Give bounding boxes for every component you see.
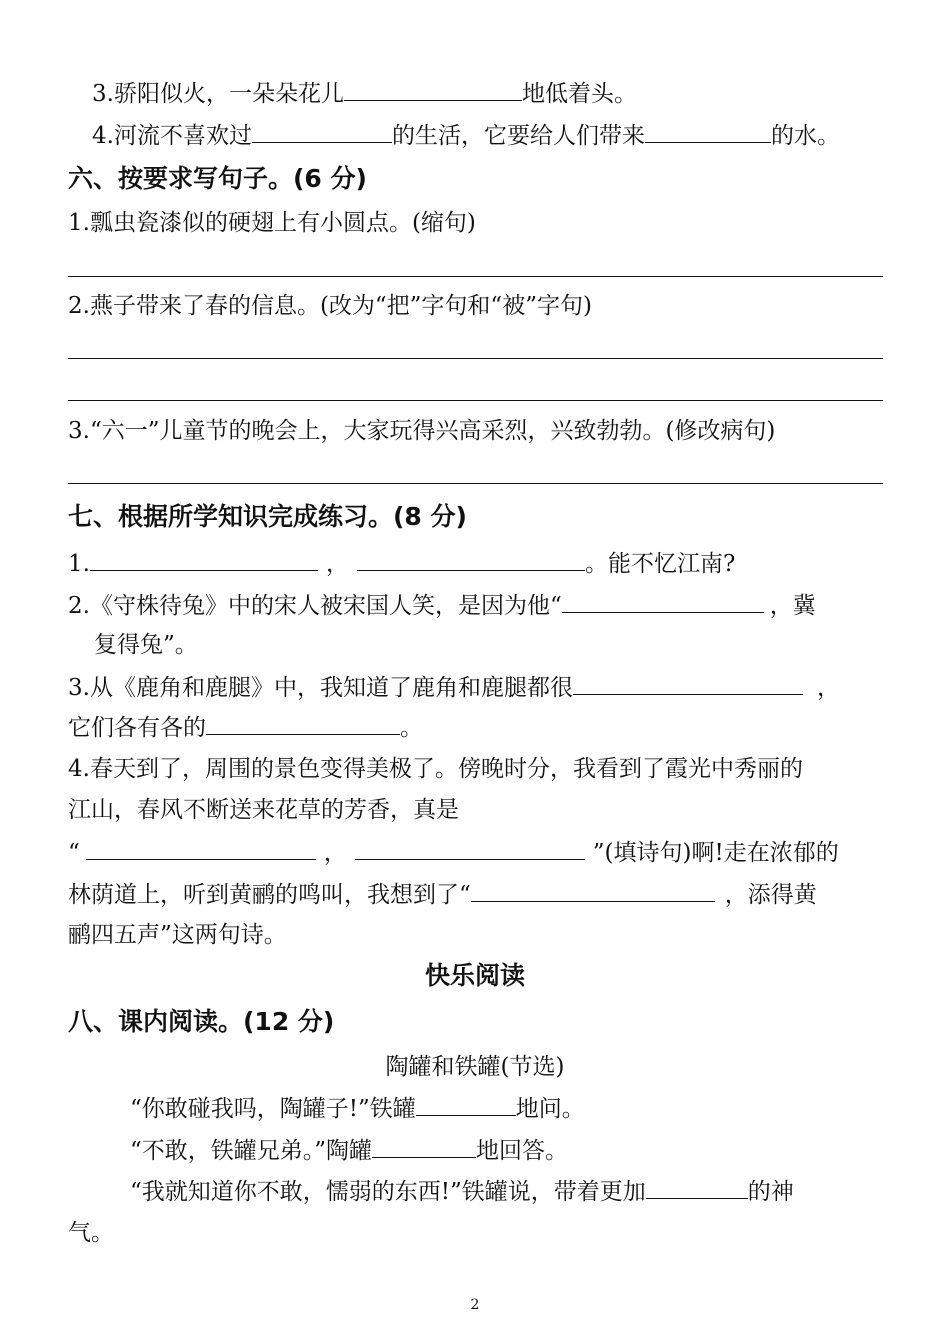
passage-p3: “我就知道你不敢，懦弱的东西!”铁罐说，带着更加 的神 <box>130 1176 794 1207</box>
s5-item3: 3.骄阳似火，一朵朵花儿 地低着头。 <box>92 78 637 109</box>
s7-q1: 1. ， 。能不忆江南? <box>68 548 735 579</box>
s7-q4-line4: 林荫道上，听到黄鹂的鸣叫，我想到了“ ，添得黄 <box>68 879 817 910</box>
answer-blank[interactable] <box>645 120 771 143</box>
answer-blank[interactable] <box>90 548 318 571</box>
s6-q3: 3.“六一”儿童节的晚会上，大家玩得兴高采烈，兴致勃勃。(修改病句) <box>68 418 776 444</box>
passage-p1: “你敢碰我吗，陶罐子!”铁罐 地问。 <box>130 1093 585 1124</box>
s7-q4-line5: 鹂四五声”这两句诗。 <box>68 922 287 948</box>
answer-blank[interactable] <box>357 548 585 571</box>
answer-blank[interactable] <box>252 120 392 143</box>
answer-blank[interactable] <box>344 78 522 101</box>
answer-blank[interactable] <box>355 837 585 860</box>
s7-q3: 3.从《鹿角和鹿腿》中，我知道了鹿角和鹿腿都很 ， <box>68 672 840 703</box>
section6-heading: 六、按要求写句子。(6 分) <box>68 164 367 193</box>
s7-q2: 2.《守株待兔》中的宋人被宋国人笑，是因为他“ ，冀 <box>68 590 816 621</box>
answer-blank[interactable] <box>646 1176 748 1199</box>
s7-q4-line1: 4.春天到了，周围的景色变得美极了。傍晚时分，我看到了霞光中秀丽的 <box>68 756 803 782</box>
answer-blank[interactable] <box>86 837 316 860</box>
s5-item4: 4.河流不喜欢过 的生活，它要给人们带来 的水。 <box>92 120 840 151</box>
reading-title: 快乐阅读 <box>424 961 525 990</box>
s7-q4-line3: “ ， ”(填诗句)啊!走在浓郁的 <box>68 837 839 868</box>
section7-heading: 七、根据所学知识完成练习。(8 分) <box>68 502 467 531</box>
answer-blank[interactable] <box>416 1093 516 1116</box>
passage-p2: “不敢，铁罐兄弟。”陶罐 地回答。 <box>130 1135 568 1166</box>
answer-blank[interactable] <box>372 1135 476 1158</box>
page-number: 2 <box>470 1297 480 1313</box>
s6-q2: 2.燕子带来了春的信息。(改为“把”字句和“被”字句) <box>68 293 592 319</box>
answer-blank[interactable] <box>573 672 803 695</box>
s6-q1: 1.瓢虫瓷漆似的硬翅上有小圆点。(缩句) <box>68 210 476 236</box>
answer-line[interactable] <box>68 483 883 484</box>
s7-q3-cont: 它们各有各的 。 <box>68 712 423 743</box>
answer-blank[interactable] <box>562 590 764 613</box>
answer-line[interactable] <box>68 400 883 401</box>
answer-line[interactable] <box>68 358 883 359</box>
s7-q4-line2: 江山，春风不断送来花草的芳香，真是 <box>68 797 459 823</box>
s7-q2-cont: 复得兔”。 <box>94 632 198 658</box>
answer-blank[interactable] <box>206 712 400 735</box>
passage-title: 陶罐和铁罐(节选) <box>385 1054 565 1080</box>
answer-line[interactable] <box>68 276 883 277</box>
section8-heading: 八、课内阅读。(12 分) <box>68 1007 335 1036</box>
passage-p3-cont: 气。 <box>68 1220 114 1246</box>
answer-blank[interactable] <box>471 879 715 902</box>
